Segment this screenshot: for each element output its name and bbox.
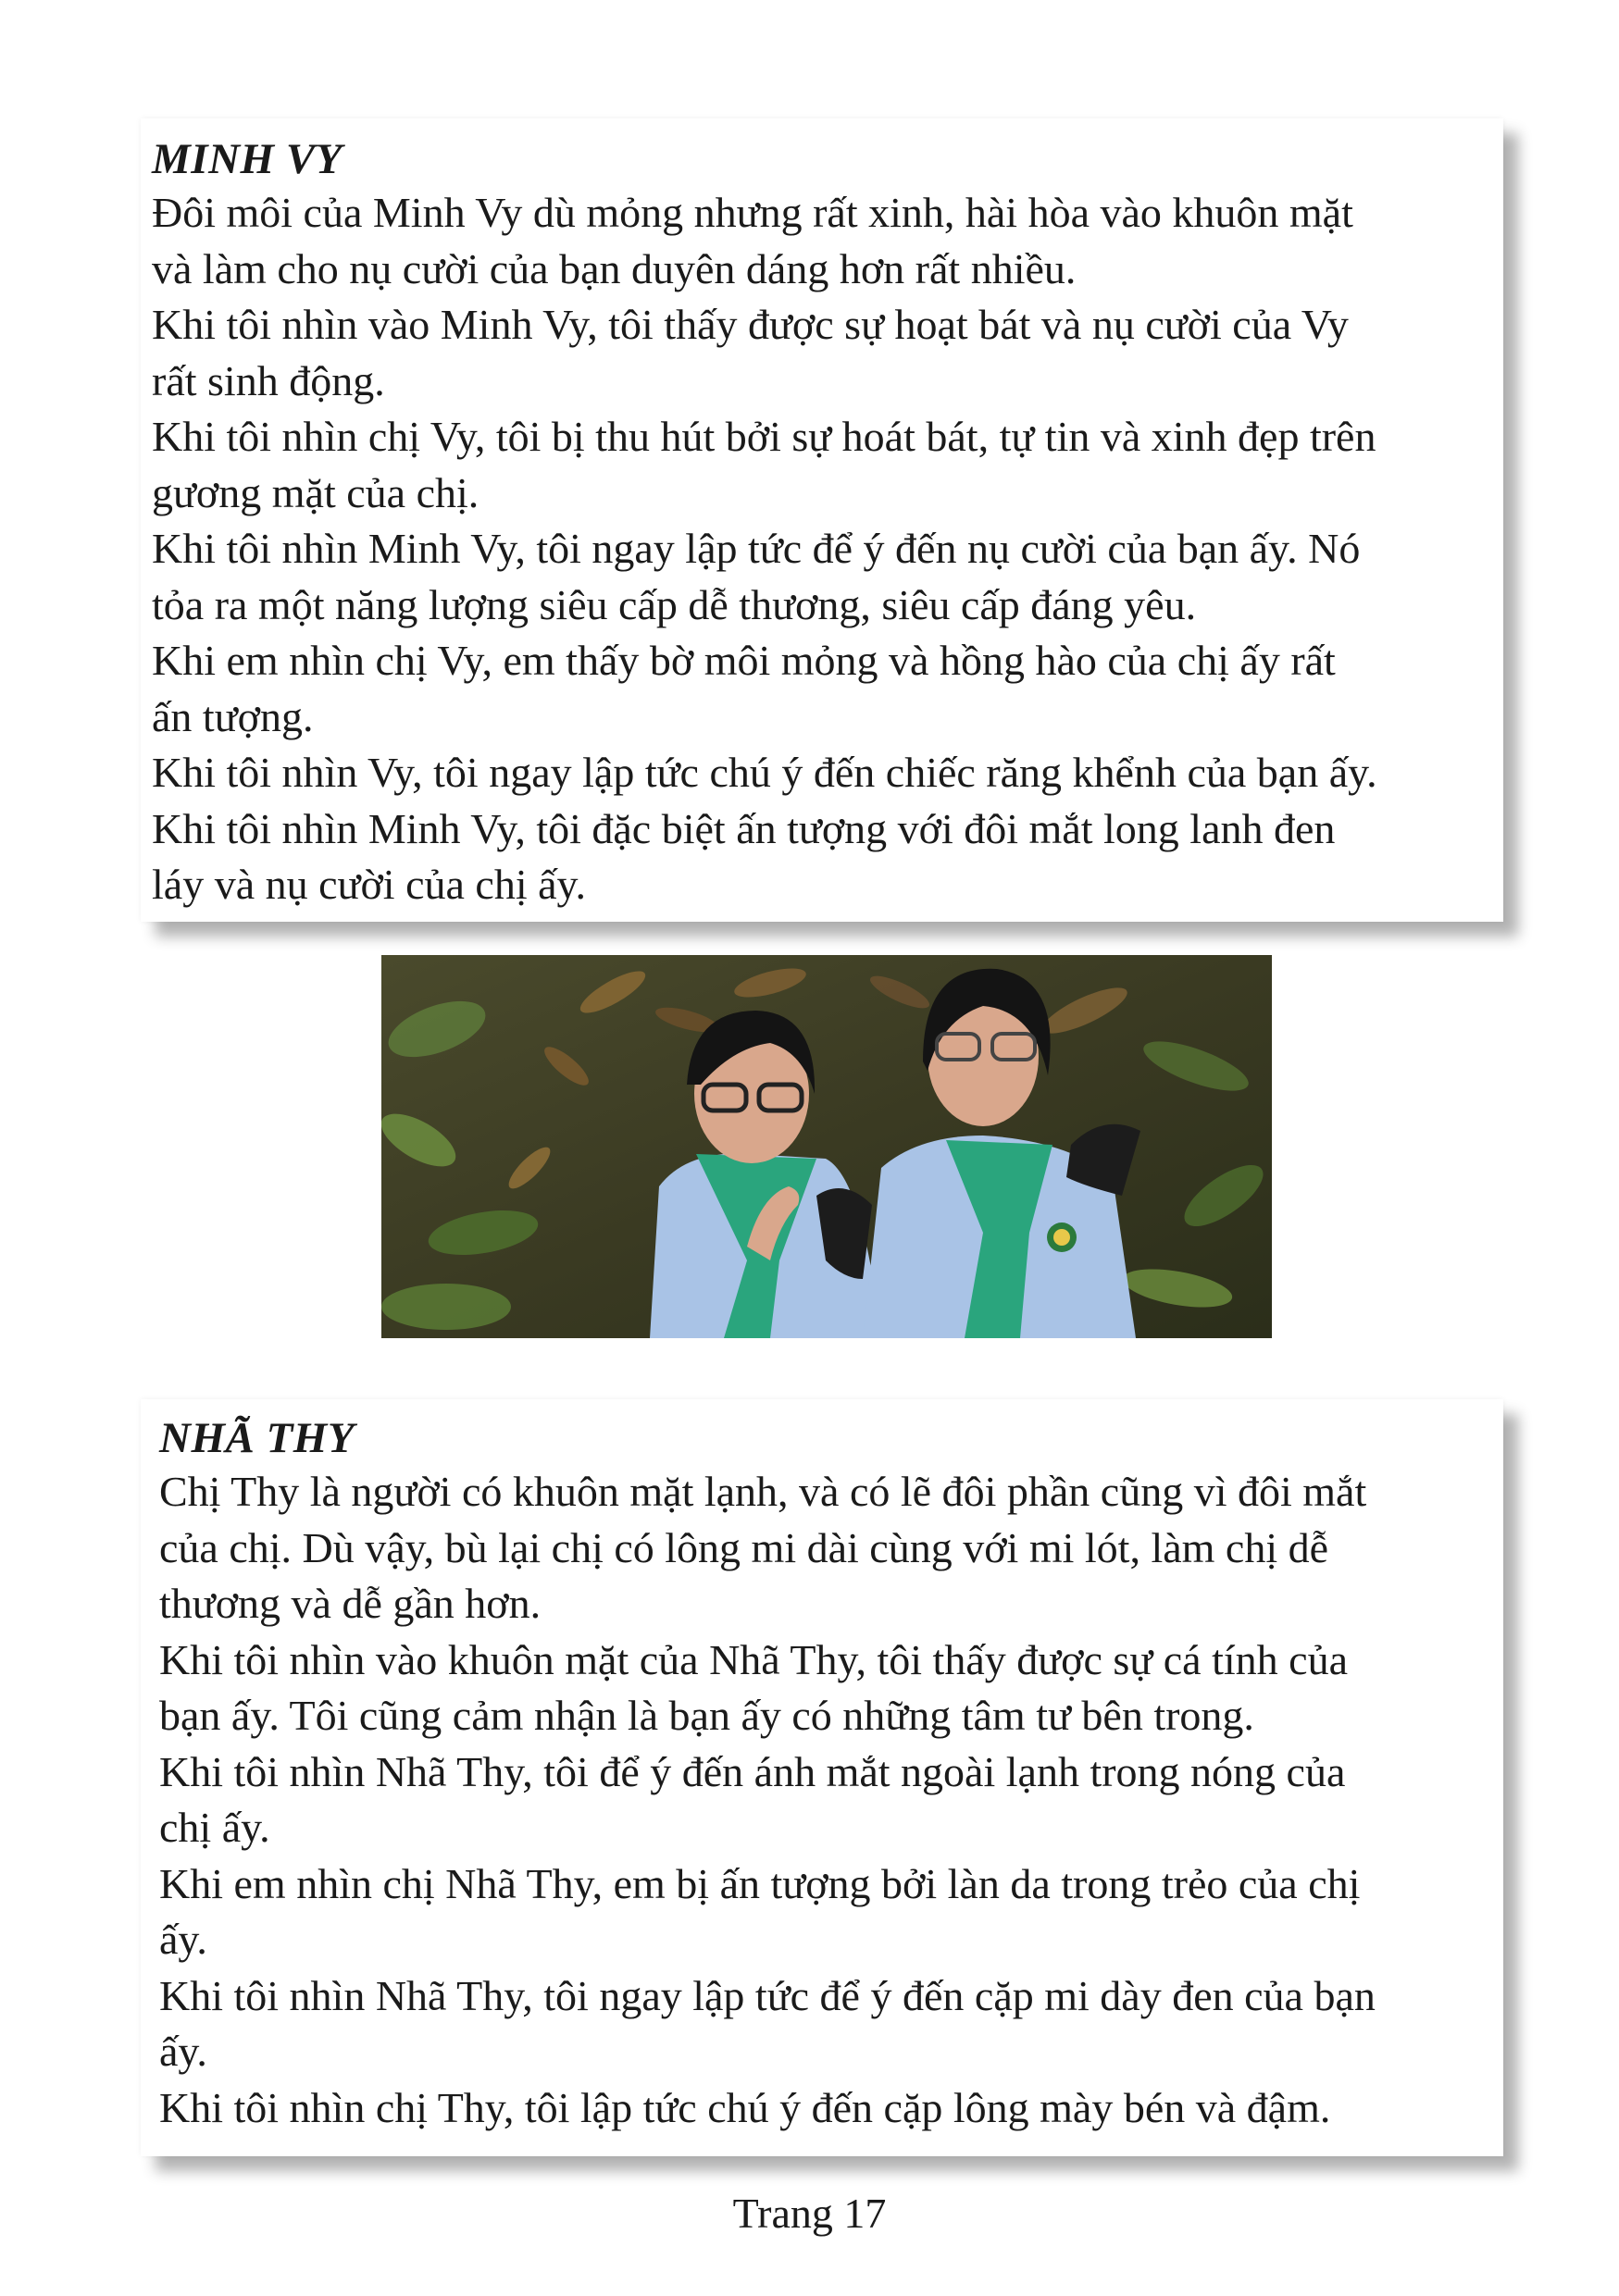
text-line: gương mặt của chị. <box>152 468 479 516</box>
text-line: Khi tôi nhìn Nhã Thy, tôi ngay lập tức để ý đến cặp mi dày đen của bạn <box>159 1971 1376 2019</box>
nha-thy-text <box>159 1464 1503 2136</box>
text-line: láy và nụ cười của chị ấy. <box>152 861 587 908</box>
text-line: rất sinh động. <box>152 356 385 404</box>
photo-illustration <box>381 955 1272 1338</box>
text-line: và làm cho nụ cười của bạn duyên dáng hơn rất nhiều. <box>152 244 1077 292</box>
minh-vy-text <box>152 185 1503 913</box>
text-line: của chị. Dù vậy, bù lại chị có lông mi dài cùng với mi lót, làm chị dễ <box>159 1523 1329 1571</box>
nha-thy-heading: NHÃ THY <box>159 1414 355 1462</box>
text-line: Chị Thy là người có khuôn mặt lạnh, và có lẽ đôi phần cũng vì đôi mắt <box>159 1468 1367 1515</box>
minh-vy-card <box>141 118 1503 922</box>
text-line: bạn ấy. Tôi cũng cảm nhận là bạn ấy có những tâm tư bên trong. <box>159 1692 1254 1739</box>
text-line: Đôi môi của Minh Vy dù mỏng nhưng rất xinh, hài hòa vào khuôn mặt <box>152 189 1353 236</box>
text-line: chị ấy. <box>159 1804 270 1851</box>
text-line: Khi tôi nhìn Minh Vy, tôi đặc biệt ấn tượng với đôi mắt long lanh đen <box>152 804 1336 852</box>
text-line: Khi em nhìn chị Vy, em thấy bờ môi mỏng và hồng hào của chị ấy rất <box>152 637 1336 684</box>
text-line: ấy. <box>159 2028 207 2075</box>
page-number: Trang 17 <box>732 2190 887 2237</box>
text-line: thương và dễ gần hơn. <box>159 1580 542 1627</box>
scouts-photo <box>381 955 1272 1338</box>
text-line: Khi tôi nhìn chị Vy, tôi bị thu hút bởi sự hoát bát, tự tin và xinh đẹp trên <box>152 413 1376 460</box>
text-line: tỏa ra một năng lượng siêu cấp dễ thương, siêu cấp đáng yêu. <box>152 580 1197 628</box>
text-line: Khi em nhìn chị Nhã Thy, em bị ấn tượng bởi làn da trong trẻo của chị <box>159 1859 1361 1907</box>
text-line: ấn tượng. <box>152 692 314 740</box>
nha-thy-card <box>141 1399 1503 2156</box>
text-line: ấy. <box>159 1916 207 1963</box>
text-line: Khi tôi nhìn Nhã Thy, tôi để ý đến ánh mắt ngoài lạnh trong nóng của <box>159 1747 1346 1795</box>
minh-vy-heading: MINH VY <box>152 135 342 183</box>
text-line: Khi tôi nhìn chị Thy, tôi lập tức chú ý đến cặp lông mày bén và đậm. <box>159 2083 1331 2131</box>
text-line: Khi tôi nhìn vào Minh Vy, tôi thấy được sự hoạt bát và nụ cười của Vy <box>152 301 1349 348</box>
text-line: Khi tôi nhìn vào khuôn mặt của Nhã Thy, tôi thấy được sự cá tính của <box>159 1635 1348 1683</box>
text-line: Khi tôi nhìn Minh Vy, tôi ngay lập tức để ý đến nụ cười của bạn ấy. Nó <box>152 525 1361 572</box>
text-line: Khi tôi nhìn Vy, tôi ngay lập tức chú ý đến chiếc răng khểnh của bạn ấy. <box>152 749 1377 796</box>
